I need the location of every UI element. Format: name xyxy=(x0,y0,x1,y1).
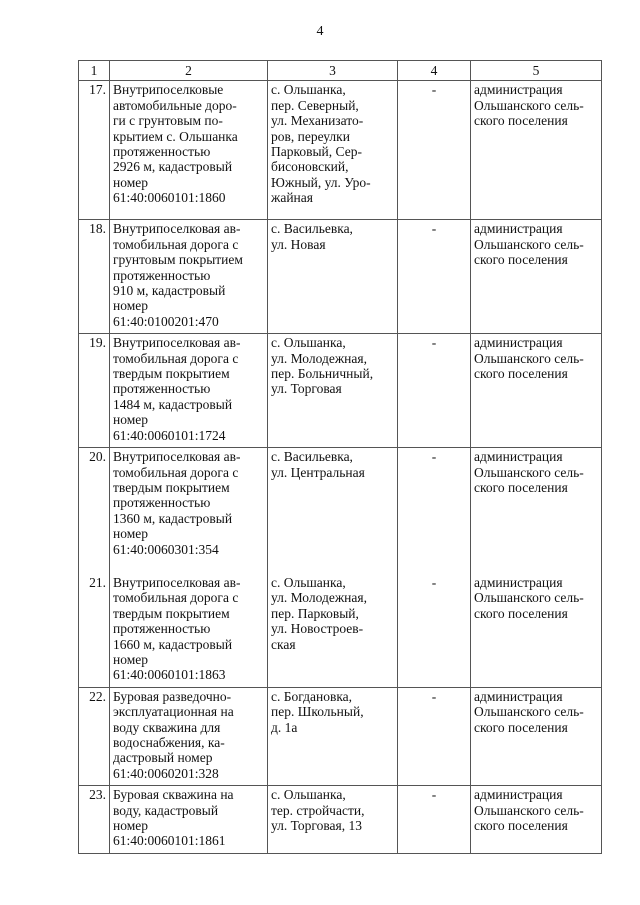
owner: администрация Ольшанского сель- ского поселения xyxy=(471,448,602,561)
column-4-value: - xyxy=(398,81,471,220)
owner: администрация Ольшанского сель- ского поселения xyxy=(471,81,602,220)
column-header-3: 3 xyxy=(268,61,398,81)
row-number: 17. xyxy=(79,81,110,220)
column-4-value: - xyxy=(398,687,471,785)
object-address: с. Ольшанка, ул. Молодежная, пер. Больничный, ул. Торговая xyxy=(268,334,398,448)
table-header-row xyxy=(79,61,602,81)
row-number: 23. xyxy=(79,786,110,854)
object-address: с. Богдановка, пер. Школьный, д. 1а xyxy=(268,687,398,785)
object-description: Внутрипоселковая ав- томобильная дорога с твердым покрытием протяженностью 1360 м, кадастровый номер 61:40:0060301:354 xyxy=(110,448,268,561)
property-registry-table xyxy=(78,60,602,854)
owner: администрация Ольшанского сель- ского поселения xyxy=(471,334,602,448)
table-row xyxy=(79,687,602,785)
object-description: Внутрипоселковая ав- томобильная дорога с грунтовым покрытием протяженностью 910 м, кадастровый номер 61:40:0100201:470 xyxy=(110,220,268,334)
object-address: с. Васильевка, ул. Новая xyxy=(268,220,398,334)
owner: администрация Ольшанского сель- ского поселения xyxy=(471,561,602,687)
table-row xyxy=(79,220,602,334)
owner: администрация Ольшанского сель- ского поселения xyxy=(471,220,602,334)
table-row xyxy=(79,81,602,220)
row-number: 22. xyxy=(79,687,110,785)
object-description: Внутрипоселковая ав- томобильная дорога с твердым покрытием протяженностью 1484 м, кадастровый номер 61:40:0060101:1724 xyxy=(110,334,268,448)
object-description: Буровая разведочно- эксплуатационная на воду скважина для водоснабжения, ка- дастровый номер 61:40:0060201:328 xyxy=(110,687,268,785)
row-number: 21. xyxy=(79,561,110,687)
object-description: Внутрипоселковые автомобильные доро- ги с грунтовым по- крытием с. Ольшанка протяженностью 2926 м, кадастровый номер 61:40:0060101:1860 xyxy=(110,81,268,220)
column-4-value: - xyxy=(398,334,471,448)
object-description: Буровая скважина на воду, кадастровый номер 61:40:0060101:1861 xyxy=(110,786,268,854)
object-address: с. Васильевка, ул. Центральная xyxy=(268,448,398,561)
page-number: 4 xyxy=(316,24,324,39)
row-number: 20. xyxy=(79,448,110,561)
column-header-1: 1 xyxy=(79,61,110,81)
column-4-value: - xyxy=(398,448,471,561)
column-header-2: 2 xyxy=(110,61,268,81)
table-row xyxy=(79,561,602,687)
column-4-value: - xyxy=(398,786,471,854)
column-4-value: - xyxy=(398,220,471,334)
table-row xyxy=(79,448,602,561)
object-description: Внутрипоселковая ав- томобильная дорога с твердым покрытием протяженностью 1660 м, кадастровый номер 61:40:0060101:1863 xyxy=(110,561,268,687)
column-header-5: 5 xyxy=(471,61,602,81)
table-row xyxy=(79,334,602,448)
column-header-4: 4 xyxy=(398,61,471,81)
owner: администрация Ольшанского сель- ского поселения xyxy=(471,687,602,785)
row-number: 18. xyxy=(79,220,110,334)
row-number: 19. xyxy=(79,334,110,448)
table-row xyxy=(79,786,602,854)
object-address: с. Ольшанка, тер. стройчасти, ул. Торговая, 13 xyxy=(268,786,398,854)
object-address: с. Ольшанка, ул. Молодежная, пер. Парковый, ул. Новостроев- ская xyxy=(268,561,398,687)
column-4-value: - xyxy=(398,561,471,687)
object-address: с. Ольшанка, пер. Северный, ул. Механизато- ров, переулки Парковый, Сер- бисоновский, Южный, ул. Уро- жайная xyxy=(268,81,398,220)
owner: администрация Ольшанского сель- ского поселения xyxy=(471,786,602,854)
